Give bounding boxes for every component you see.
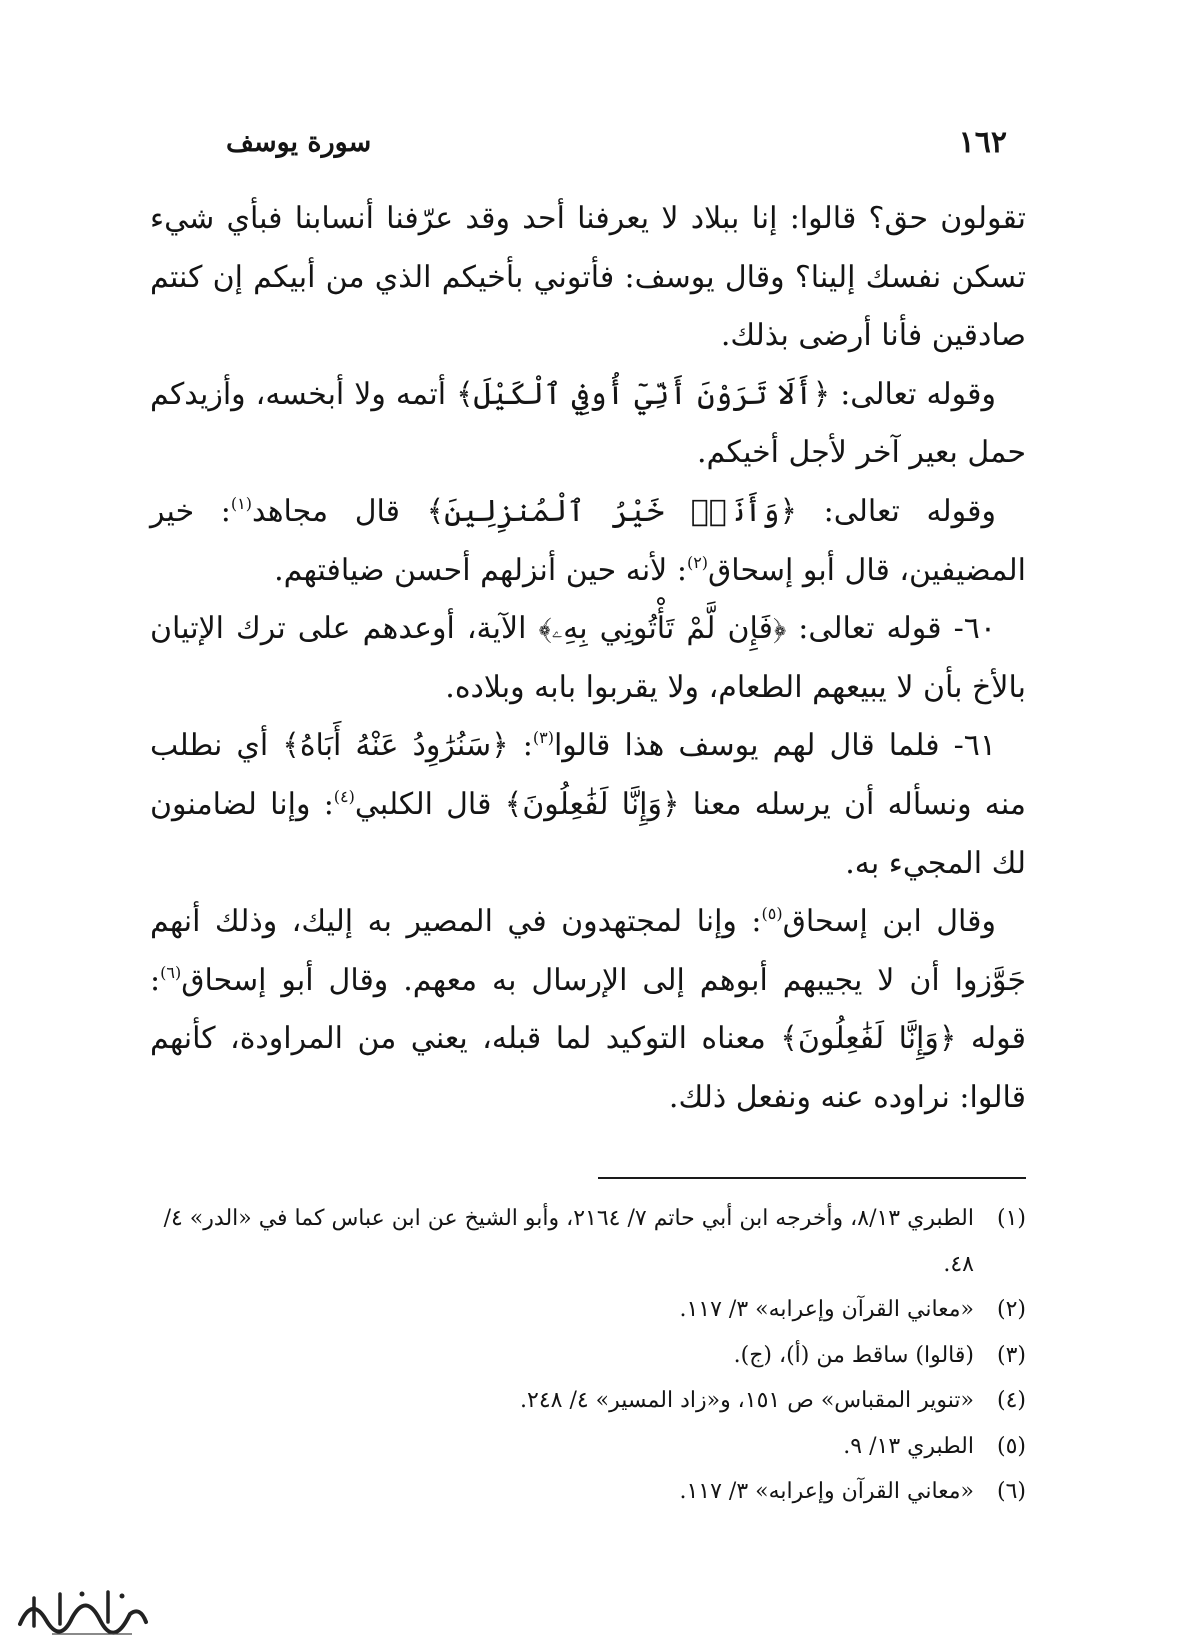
quran-quote: ﴿وَأَنَا۠ خَيْرُ ٱلْمُنزِلِينَ﴾ (426, 493, 798, 529)
footnote-text: الطبري ٨/١٣، وأخرجه ابن أبي حاتم ٧/ ٢١٦٤، وأبو الشيخ عن ابن عباس كما في «الدر» ٤/ ٤٨. (163, 1206, 974, 1277)
paragraph: وقوله تعالى: ﴿أَلَا تَرَوْنَ أَنِّيٓ أُوفِي ٱلْكَيْلَ﴾ أتمه ولا أبخسه، وأزيدكم حمل بعير آخر لأجل أخيكم. (150, 376, 1026, 471)
publisher-logo (12, 1584, 152, 1640)
paragraph: تقولون حق؟ قالوا: إنا ببلاد لا يعرفنا أحد وقد عرّفنا أنسابنا فبأي شيء تسكن نفسك إلينا؟ وقال يوسف: فأتوني بأخيكم الذي من أبيكم إن كنتم صادقين فأنا أرضى بذلك. (150, 201, 1026, 354)
quran-quote: ﴿أَلَا تَرَوْنَ أَنِّيٓ أُوفِي ٱلْكَيْلَ﴾ (456, 376, 831, 412)
footnote (150, 1196, 1026, 1287)
quran-quote: ﴿وَإِنَّا لَفَٰعِلُونَ﴾ (504, 786, 680, 822)
footnote (150, 1287, 1026, 1333)
page-number: ١٦٢ (958, 124, 1007, 160)
footnote-ref: (٢) (686, 552, 709, 572)
footnote-text: «معاني القرآن وإعرابه» ٣/ ١١٧. (679, 1297, 974, 1322)
footnote-number: (١) (996, 1206, 1026, 1231)
footnote-text: «تنوير المقباس» ص ١٥١، و«زاد المسير» ٤/ ٢٤٨. (520, 1388, 974, 1413)
running-title: سورة يوسف (226, 126, 372, 158)
footnote (150, 1378, 1026, 1424)
footnote-number: (٥) (996, 1433, 1026, 1459)
main-text (150, 190, 1026, 1128)
footnote-text: «معاني القرآن وإعرابه» ٣/ ١١٧. (679, 1479, 974, 1504)
paragraph: ٦١- فلما قال لهم يوسف هذا قالوا$^{(٣)}$: ﴿سَنُرَٰوِدُ عَنْهُ أَبَاهُ﴾ أي نطلب منه ونسأله أن يرسله معنا ﴿وَإِنَّا لَفَٰعِلُونَ﴾ قال الكلبي$^{(٤)}$: وإنا لضامنون لك المجيء به. (150, 728, 1026, 881)
footnote-text: الطبري ١٣/ ٩. (843, 1433, 974, 1459)
footnote (150, 1424, 1026, 1470)
footnote-number: (٤) (996, 1388, 1026, 1413)
footnote (150, 1469, 1026, 1515)
paragraph: وقوله تعالى: ﴿وَأَنَا۠ خَيْرُ ٱلْمُنزِلِينَ﴾ قال مجاهد$^{(١)}$: خير المضيفين، قال أبو إسحاق$^{(٢)}$: لأنه حين أنزلهم أحسن ضيافتهم. (150, 493, 1026, 588)
footnote-number: (٣) (996, 1342, 1026, 1368)
quran-quote: ﴿سَنُرَٰوِدُ عَنْهُ أَبَاهُ﴾ (282, 728, 509, 764)
footnote-number: (٦) (996, 1479, 1026, 1504)
paragraph: وقال ابن إسحاق$^{(٥)}$: وإنا لمجتهدون في المصير به إليك، وذلك أنهم جَوَّزوا أن لا يجيبهم أبوهم إلى الإرسال به معهم. وقال أبو إسحاق$^{(٦)}$: قوله ﴿وَإِنَّا لَفَٰعِلُونَ﴾ معناه التوكيد لما قبله، يعني من المراودة، كأنهم قالوا: نراوده عنه ونفعل ذلك. (150, 904, 1026, 1115)
footnote-ref: (١) (230, 493, 252, 513)
footnote-number: (٢) (996, 1297, 1026, 1322)
page-header (226, 118, 1007, 166)
footnote (150, 1333, 1026, 1379)
quran-quote: ﴿وَإِنَّا لَفَٰعِلُونَ﴾ (780, 1021, 957, 1057)
footnote-ref: (٥) (761, 904, 783, 924)
footnote-ref: (٤) (333, 786, 355, 806)
paragraph: ٦٠- قوله تعالى: ﴿فَإِن لَّمْ تَأْتُونِي بِهِۦ﴾ الآية، أوعدهم على ترك الإتيان بالأخ بأن لا يبيعهم الطعام، ولا يقربوا بابه وبلاده. (150, 611, 1026, 705)
footnote-separator (598, 1177, 1026, 1179)
footnote-ref: (٦) (160, 962, 182, 982)
quran-quote: ﴿فَإِن لَّمْ تَأْتُونِي بِهِۦ﴾ (538, 611, 787, 647)
footnotes (150, 1196, 1026, 1515)
footnote-ref: (٣) (532, 728, 554, 748)
footnote-text: (قالوا) ساقط من (أ)، (ج). (733, 1342, 974, 1368)
